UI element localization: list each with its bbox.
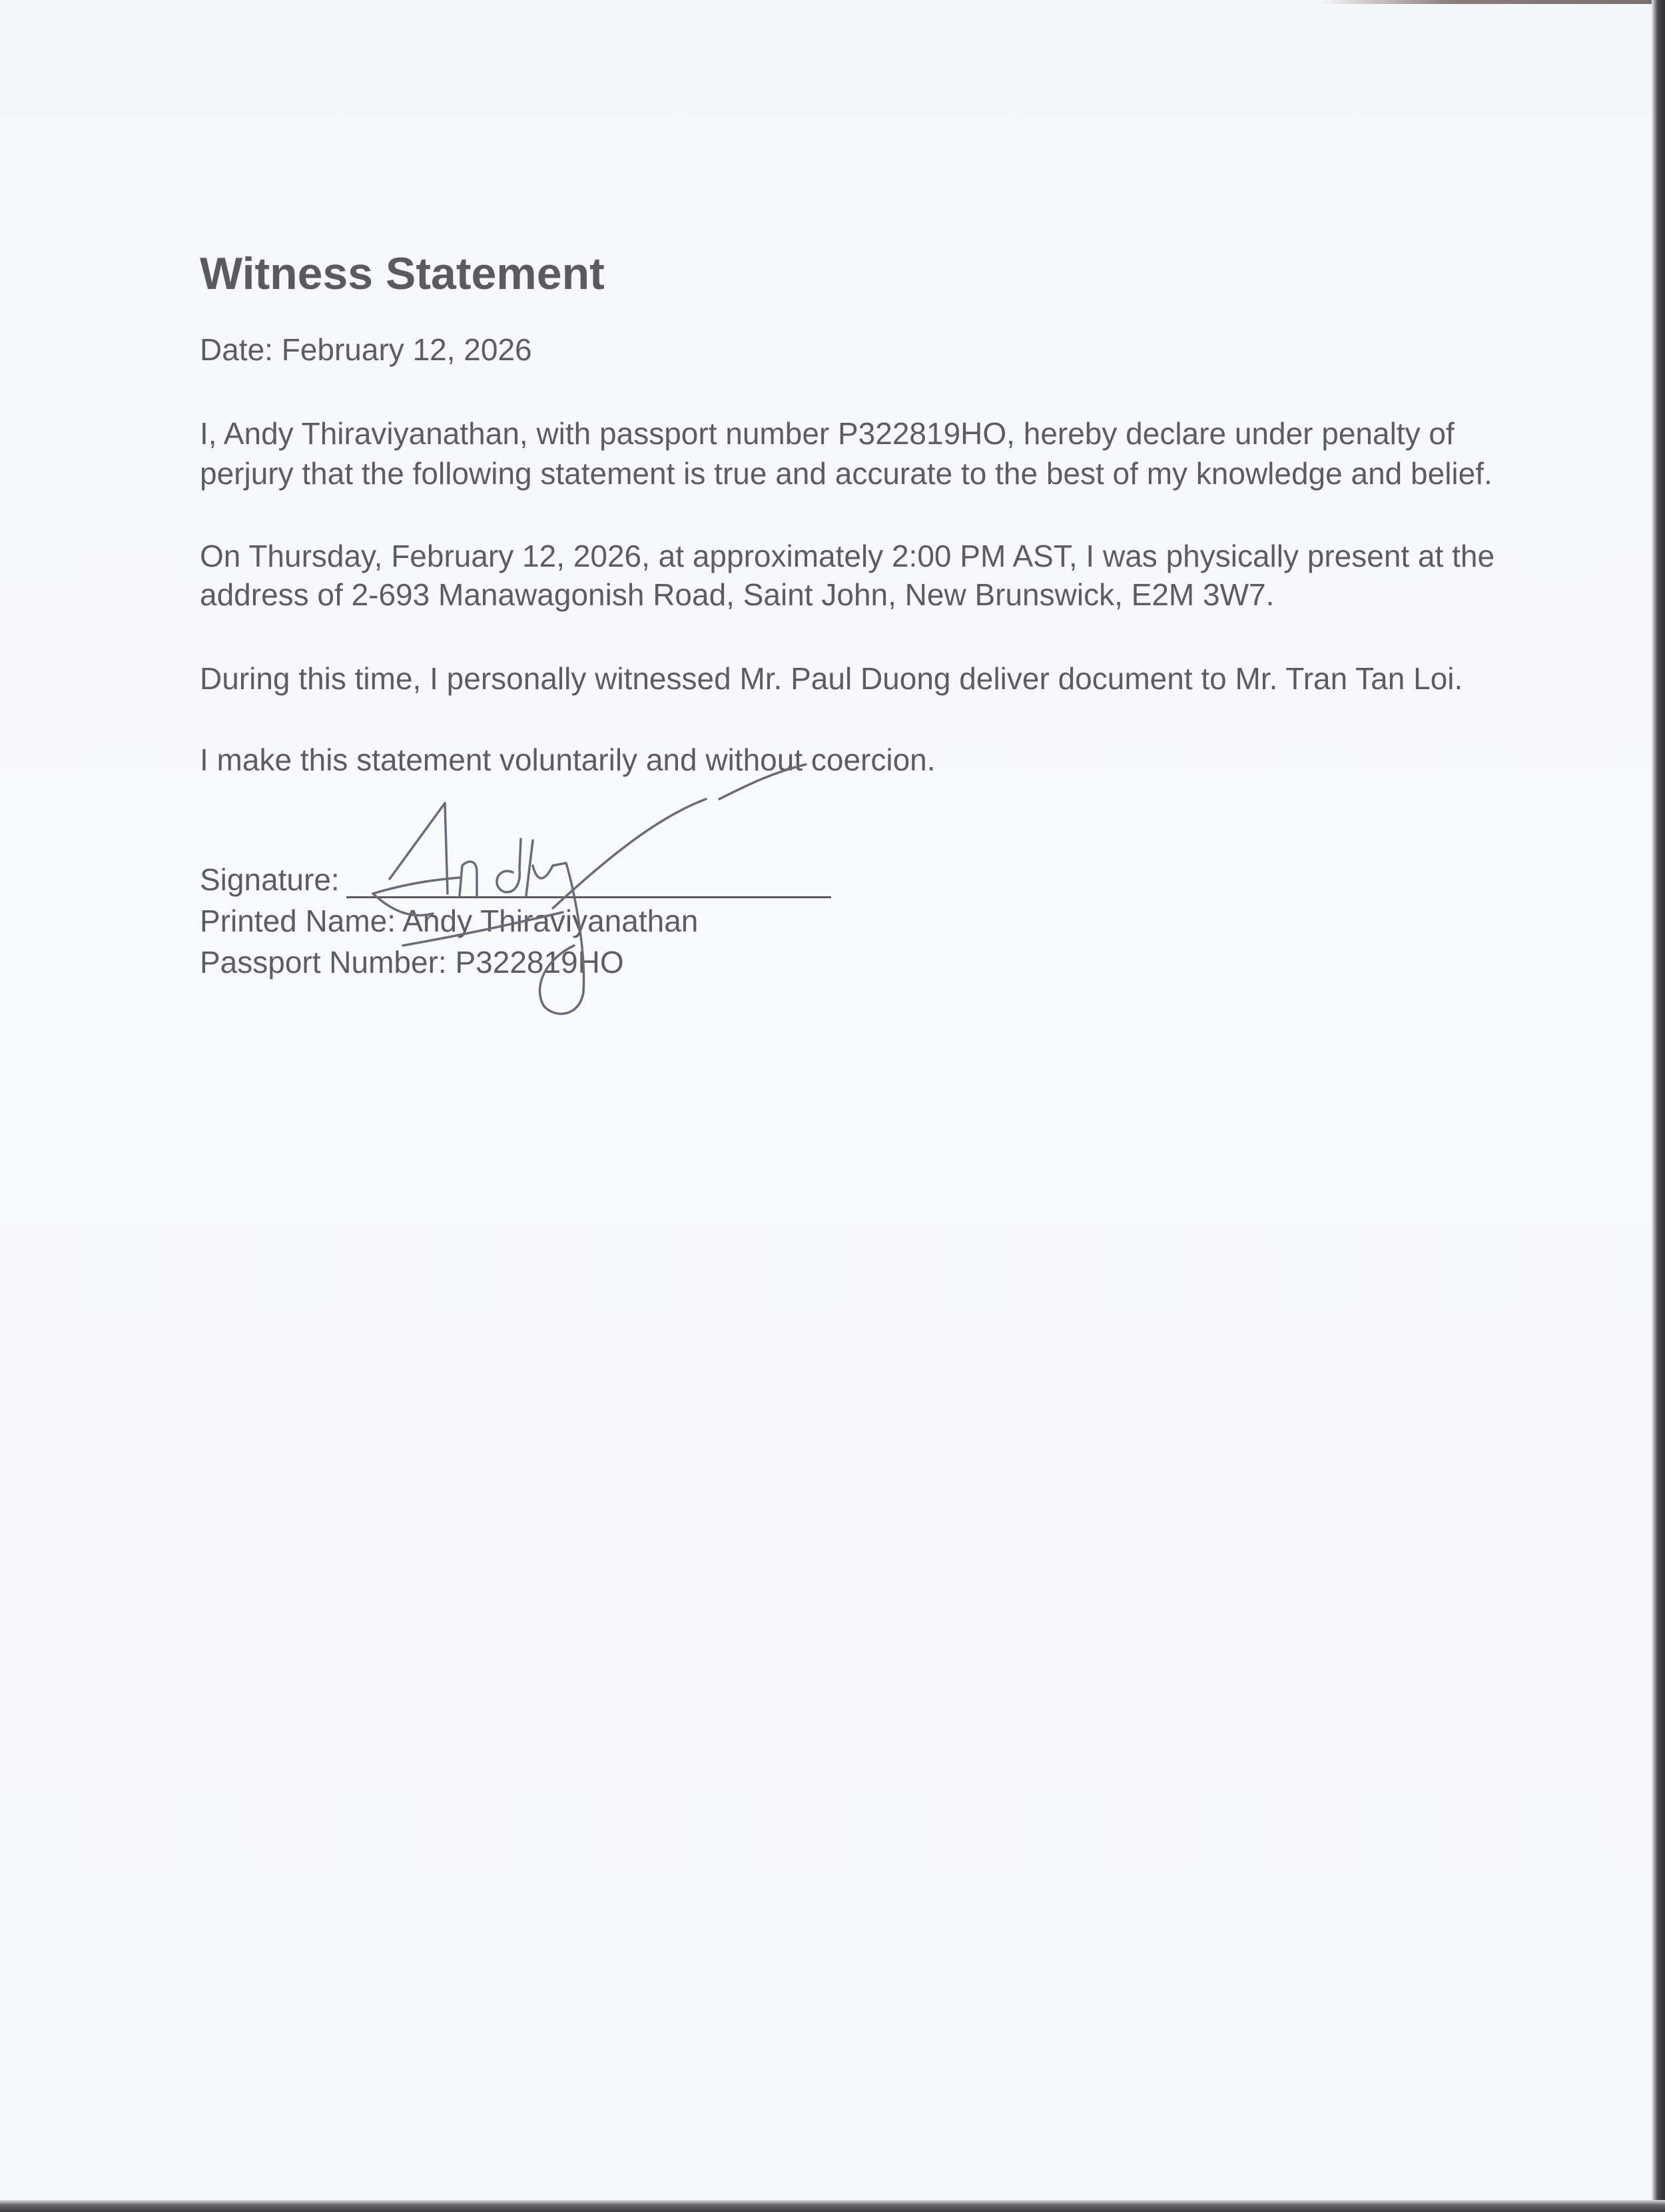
signature-letter-a xyxy=(390,803,448,894)
voluntary-statement: I make this statement voluntarily and without coercion. xyxy=(200,742,936,777)
paper-bottom-edge-shadow xyxy=(0,2200,1665,2212)
presence-line-2: address of 2-693 Manawagonish Road, Saint John, New Brunswick, E2M 3W7. xyxy=(200,577,1275,612)
signature-letter-d xyxy=(497,839,521,892)
witnessed-statement: During this time, I personally witnessed Mr. Paul Duong deliver document to Mr. Tran Tan Loi. xyxy=(200,661,1463,696)
declaration-line-1: I, Andy Thiraviyanathan, with passport number P322819HO, hereby declare under penalty of xyxy=(200,416,1455,451)
paper-top-edge-shadow xyxy=(1319,0,1652,4)
signature-flourish-stroke xyxy=(553,799,706,908)
passport-number: Passport Number: P322819HO xyxy=(200,945,624,979)
document-title: Witness Statement xyxy=(200,248,605,299)
date-line: Date: February 12, 2026 xyxy=(200,332,532,367)
signature-label: Signature: xyxy=(200,862,340,897)
signature-letter-n xyxy=(460,862,477,896)
signature-letter-y xyxy=(533,866,553,878)
presence-line-1: On Thursday, February 12, 2026, at approximately 2:00 PM AST, I was physically present at the xyxy=(200,539,1495,573)
printed-name: Printed Name: Andy Thiraviyanathan xyxy=(200,904,699,938)
paper-right-edge-shadow xyxy=(1652,0,1665,2212)
declaration-line-2: perjury that the following statement is true and accurate to the best of my knowledge and belief. xyxy=(200,456,1493,491)
signature-line xyxy=(346,896,831,898)
